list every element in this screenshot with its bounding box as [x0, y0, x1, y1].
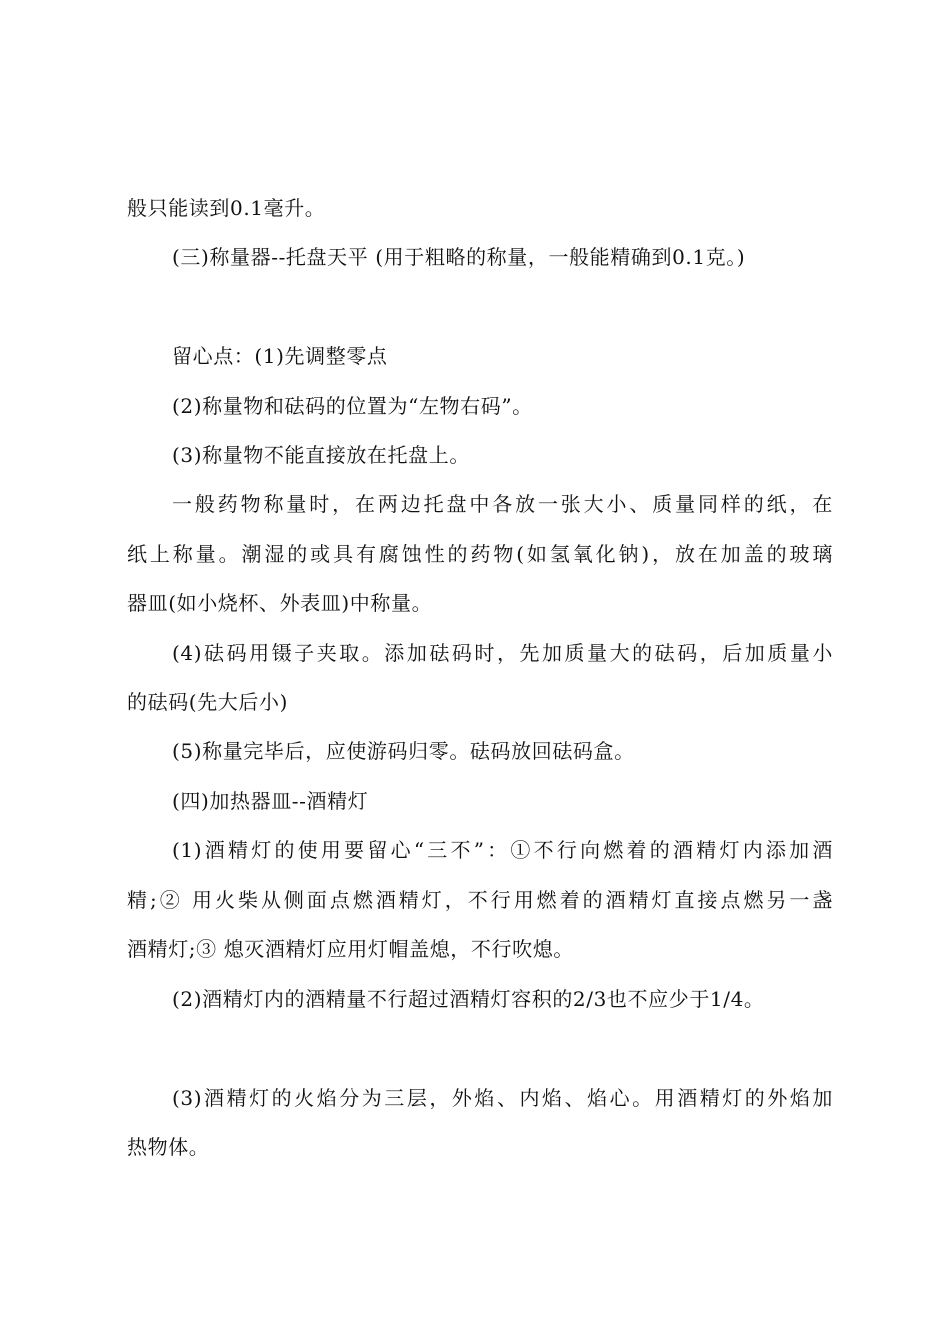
text-line-4: (2)称量物和砝码的位置为“左物右码”。: [172, 394, 533, 418]
text-line-10: 的砝码(先大后小): [127, 690, 289, 714]
text-line-13: (1)酒精灯的使用要留心“三不”：①不行向燃着的酒精灯内添加酒: [172, 838, 833, 862]
text-line-1: 般只能读到0.1毫升。: [127, 196, 326, 220]
text-line-7: 纸上称量。潮湿的或具有腐蚀性的药物(如氢氧化钠)，放在加盖的玻璃: [127, 542, 833, 566]
text-line-14: 精;② 用火柴从侧面点燃酒精灯，不行用燃着的酒精灯直接点燃另一盏: [127, 888, 833, 912]
text-line-17: (3)酒精灯的火焰分为三层，外焰、内焰、焰心。用酒精灯的外焰加: [172, 1086, 833, 1110]
text-line-11: (5)称量完毕后，应使游码归零。砝码放回砝码盒。: [172, 739, 635, 763]
text-line-3: 留心点：(1)先调整零点: [172, 344, 388, 368]
section-heading-heating: (四)加热器皿--酒精灯: [172, 789, 369, 813]
text-line-9: (4)砝码用镊子夹取。添加砝码时，先加质量大的砝码，后加质量小: [172, 641, 833, 665]
text-line-15: 酒精灯;③ 熄灭酒精灯应用灯帽盖熄，不行吹熄。: [127, 937, 574, 961]
text-line-16: (2)酒精灯内的酒精量不行超过酒精灯容积的2/3也不应少于1/4。: [172, 987, 765, 1011]
text-line-8: 器皿(如小烧杯、外表皿)中称量。: [127, 591, 433, 615]
text-line-5: (3)称量物不能直接放在托盘上。: [172, 443, 470, 467]
text-line-6: 一般药物称量时，在两边托盘中各放一张大小、质量同样的纸，在: [172, 492, 833, 516]
section-heading-weighing: (三)称量器--托盘天平 (用于粗略的称量，一般能精确到0.1克。): [172, 245, 746, 269]
text-line-18: 热物体。: [127, 1135, 210, 1159]
